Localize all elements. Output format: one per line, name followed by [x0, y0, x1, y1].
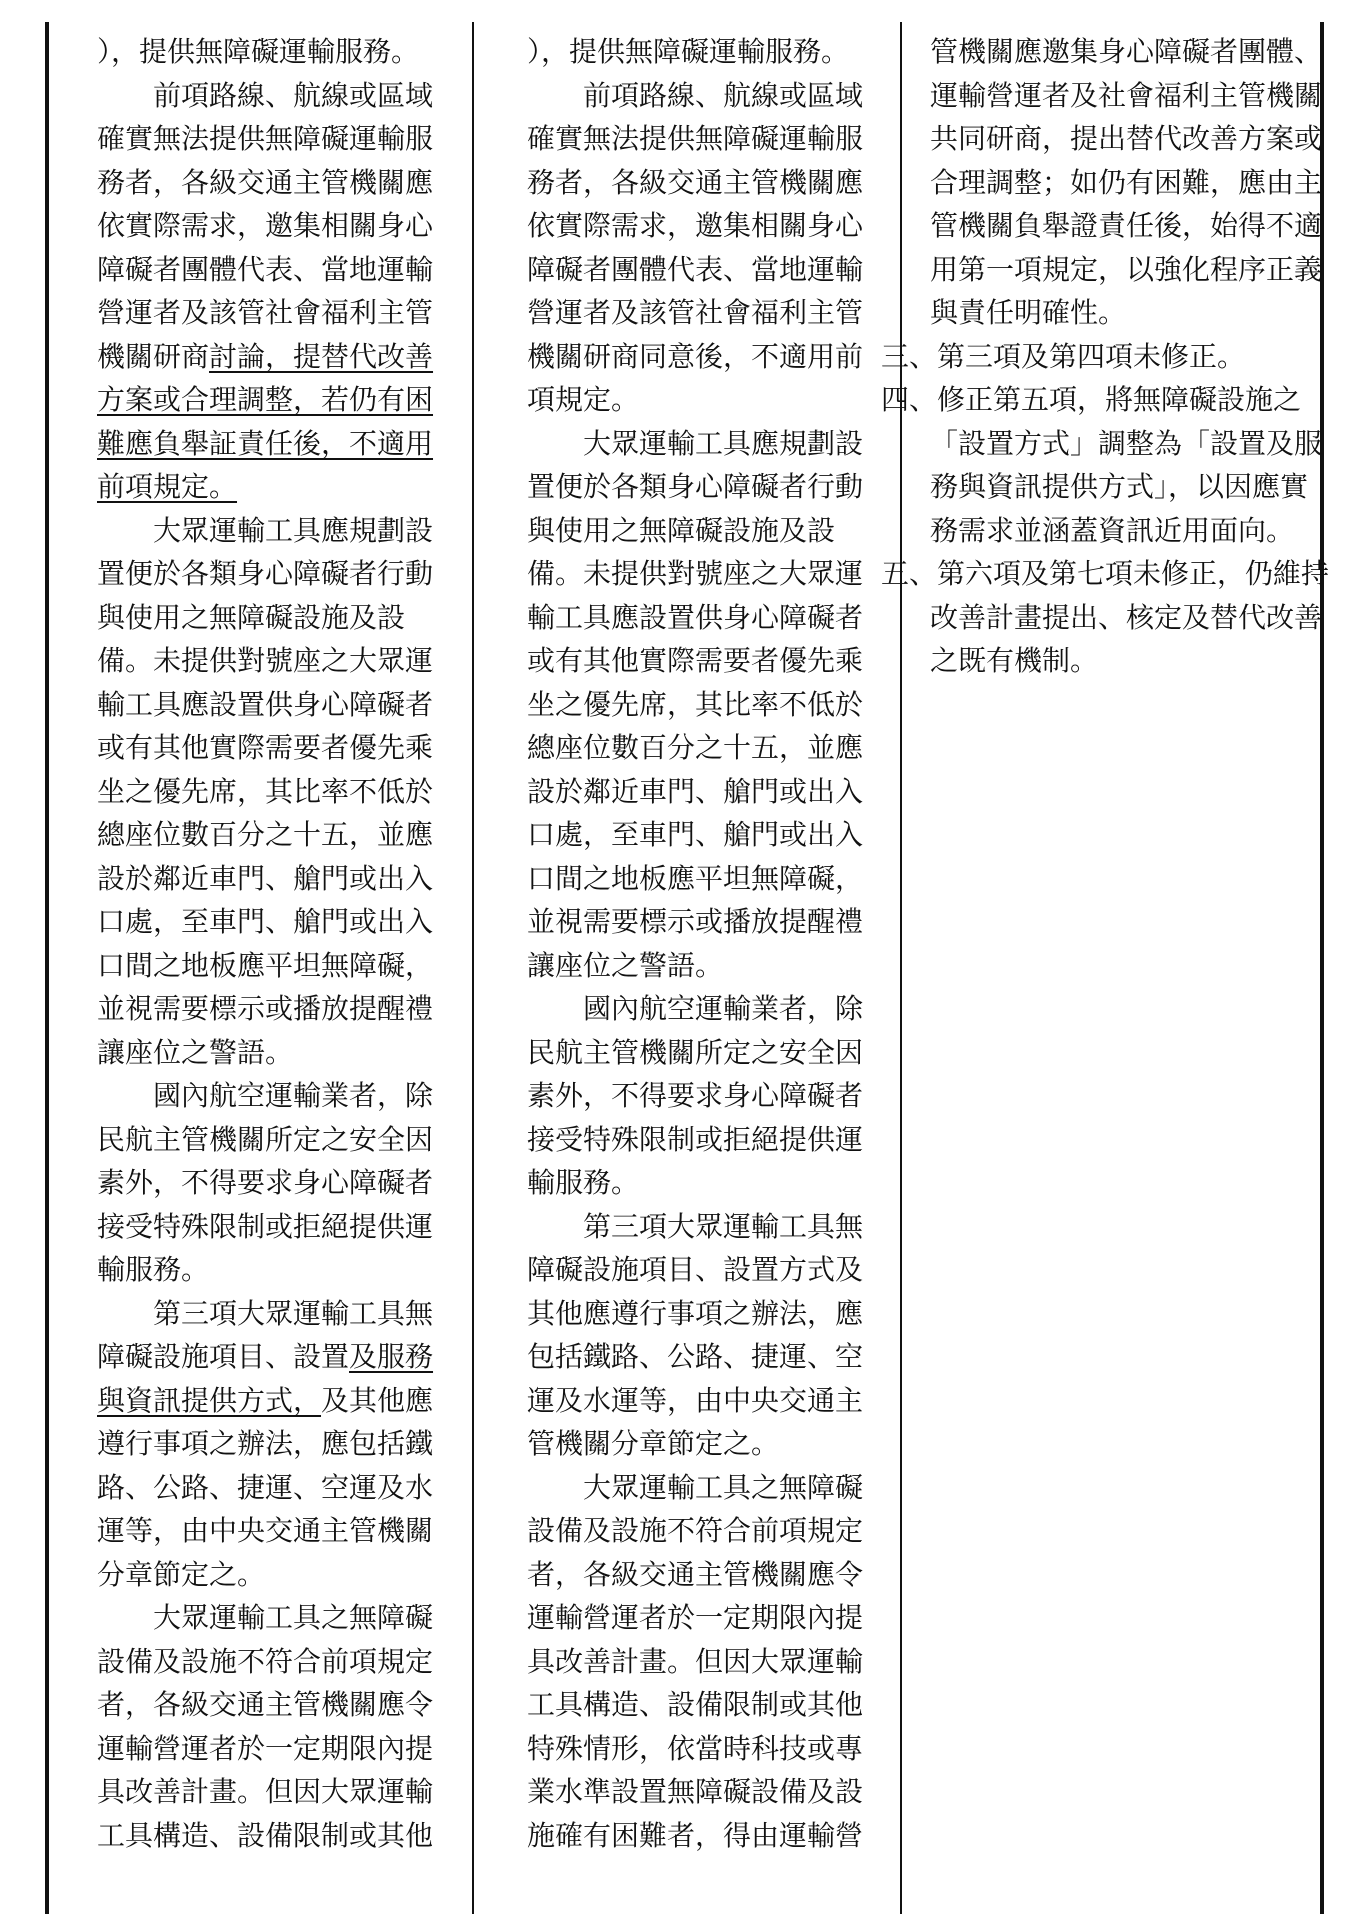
current-text-column [527, 30, 889, 1857]
explanation-item-3: 三、第三項及第四項未修正。 [881, 339, 1246, 373]
amended-text-column [97, 30, 459, 1857]
current-para-4: 第三項大眾運輸工具無障礙設施項目、設置方式及其他應遵行事項之辦法，應包括鐵路、公路、捷運、空運及水運等，由中央交通主管機關分章節定之。 [527, 1209, 864, 1460]
amended-para-4 [97, 1292, 459, 1597]
amended-para-1 [97, 74, 459, 509]
current-para-2: 大眾運輸工具應規劃設置便於各類身心障礙者行動與使用之無障礙設施及設備。未提供對號座之大眾運輸工具應設置供身心障礙者或有其他實際需要者優先乘坐之優先席，其比率不低於總座位數百分之十五，並應設於鄰近車門、艙門或出入口處，至車門、艙門或出入口間之地板應平坦無障礙，並視需要標示或播放提醒禮讓座位之警語。 [527, 426, 864, 982]
amended-para-1-amendment: 討論，提替代改善方案或合理調整，若仍有困難應負舉証責任後，不適用前項規定。 [97, 339, 434, 503]
current-para-5: 大眾運輸工具之無障礙設備及設施不符合前項規定者，各級交通主管機關應令運輸營運者於一定期限內提具改善計畫。但因大眾運輸工具構造、設備限制或其他特殊情形，依當時科技或專業水準設置無障礙設備及設施確有困難者，得由運輸營 [527, 1470, 864, 1852]
column-divider-1 [472, 22, 474, 1914]
amended-para-5: 大眾運輸工具之無障礙設備及設施不符合前項規定者，各級交通主管機關應令運輸營運者於一定期限內提具改善計畫。但因大眾運輸工具構造、設備限制或其他 [97, 1601, 434, 1852]
amended-para-4-before: 第三項大眾運輸工具無障礙設施項目、設置 [97, 1296, 434, 1373]
column-divider-2 [900, 22, 902, 1914]
table-left-border [45, 22, 49, 1914]
amended-para-3: 國內航空運輸業者，除民航主管機關所定之安全因素外，不得要求身心障礙者接受特殊限制或拒絕提供運輸服務。 [97, 1079, 434, 1286]
amended-para-1-text: 前項路線、航線或區域確實無法提供無障礙運輸服務者，各級交通主管機關應依實際需求，邀集相關身心障礙者團體代表、當地運輸營運者及該管社會福利主管機關研商 [97, 78, 434, 373]
explanation-item-4: 四、修正第五項，將無障礙設施之「設置方式」調整為「設置及服務與資訊提供方式」，以因應實務需求並涵蓋資訊近用面向。 [881, 383, 1323, 547]
explanation-item-5: 五、第六項及第七項未修正，仍維持改善計畫提出、核定及替代改善之既有機制。 [881, 557, 1330, 677]
amended-para-0: ），提供無障礙運輸服務。 [97, 35, 420, 68]
amended-para-4-amendment: 及服務與資訊提供方式， [97, 1340, 434, 1417]
explanation-item-2-continued: 管機關應邀集身心障礙者團體、運輸營運者及社會福利主管機關共同研商，提出替代改善方案或合理調整；如仍有困難，應由主管機關負舉證責任後，始得不適用第一項規定，以強化程序正義與責任明確性。 [930, 35, 1323, 329]
explanation-column [881, 30, 1330, 683]
amended-para-2: 大眾運輸工具應規劃設置便於各類身心障礙者行動與使用之無障礙設施及設備。未提供對號座之大眾運輸工具應設置供身心障礙者或有其他實際需要者優先乘坐之優先席，其比率不低於總座位數百分之十五，並應設於鄰近車門、艙門或出入口處，至車門、艙門或出入口間之地板應平坦無障礙，並視需要標示或播放提醒禮讓座位之警語。 [97, 513, 434, 1069]
current-para-1: 前項路線、航線或區域確實無法提供無障礙運輸服務者，各級交通主管機關應依實際需求，邀集相關身心障礙者團體代表、當地運輸營運者及該管社會福利主管機關研商同意後，不適用前項規定。 [527, 78, 864, 416]
current-para-3: 國內航空運輸業者，除民航主管機關所定之安全因素外，不得要求身心障礙者接受特殊限制或拒絕提供運輸服務。 [527, 992, 864, 1199]
current-para-0: ），提供無障礙運輸服務。 [527, 35, 850, 68]
amended-para-4-after: 及其他應遵行事項之辦法，應包括鐵路、公路、捷運、空運及水運等，由中央交通主管機關分章節定之。 [97, 1383, 434, 1591]
